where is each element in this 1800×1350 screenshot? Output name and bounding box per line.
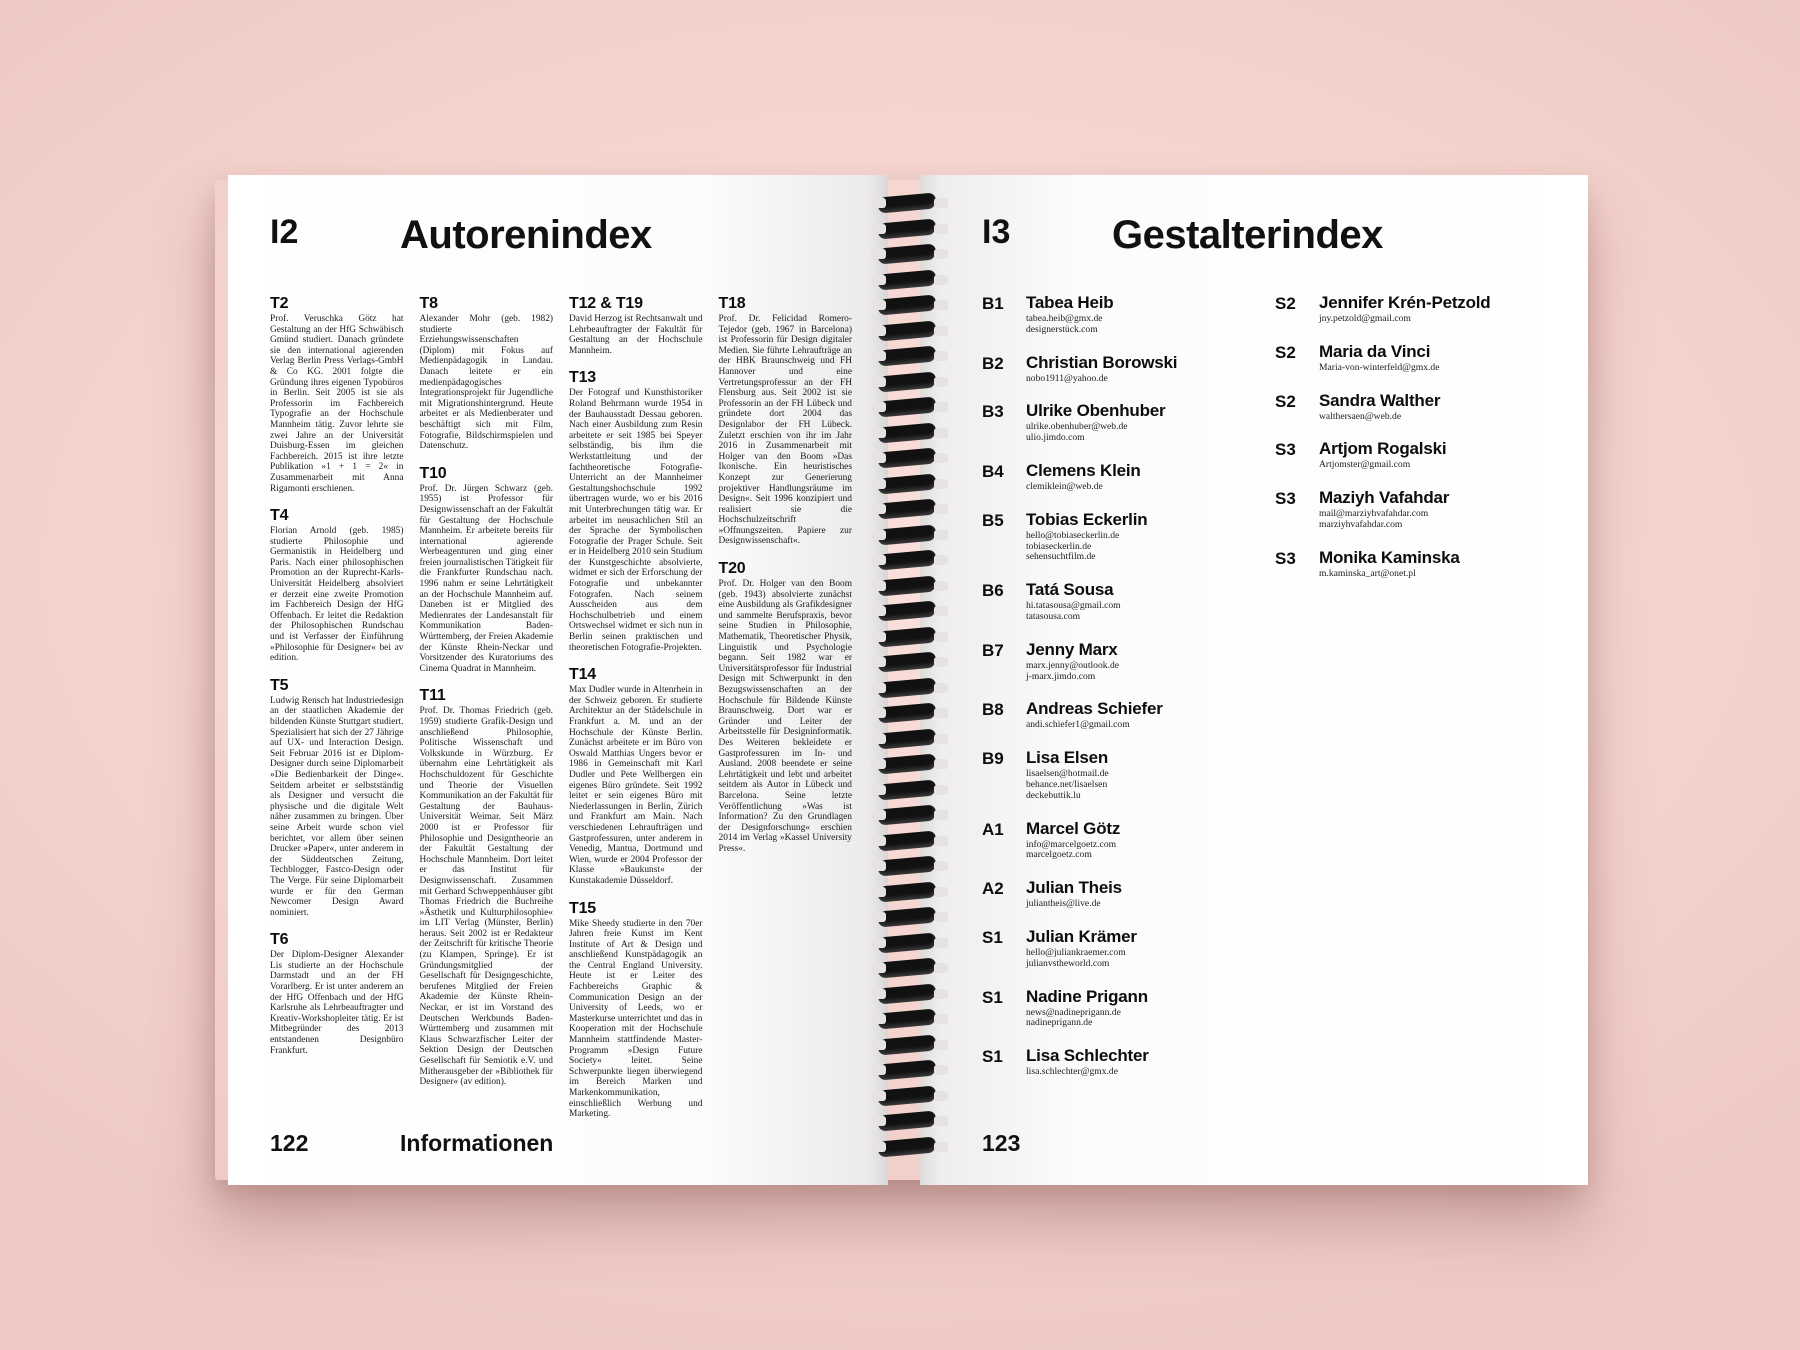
spiral-hole (872, 504, 886, 514)
designer-contact (1026, 422, 1249, 444)
designer-contact (1026, 601, 1249, 623)
spiral-coil (878, 396, 936, 417)
designer-contact-line: nobo1911@yahoo.de (1026, 372, 1108, 384)
designer-contact-line: tobiaseckerlin.de (1026, 540, 1092, 552)
author-entry (420, 465, 554, 675)
designer-contact (1319, 569, 1542, 580)
spiral-hole (934, 1065, 948, 1075)
spiral-coil (878, 320, 936, 341)
designer-column-1 (982, 293, 1249, 1095)
author-entry-text: Max Dudler wurde in Altenrhein in der Schweiz geboren. Er studierte Architektur an der Städelschule in Frankfurt a. M. und an der Hochschule der Künste Berlin. Zunächst arbeitete er im Büro von Oswald Matthias Ungers bevor er 1986 in Gemeinschaft mit Karl Dudler und Pete Wellbergen ein eigenes Büro gründete. Seit 1992 leitet er sein eigenes Büro mit Niederlassungen in Berlin, Zürich und Frankfurt am Main. Nach verschiedenen Lehraufträgen und Gastprofessuren, unter anderem in Venedig, Mantua, Dortmund und Wien, wurde er 2004 Professor der Klasse »Baukunst« der Kunstakademie Düsseldorf. (569, 685, 703, 886)
spiral-hole (934, 887, 948, 897)
spiral-hole (872, 1116, 886, 1126)
spiral-coil (878, 1008, 936, 1029)
spiral-coil (878, 294, 936, 315)
left-section-code: I2 (270, 213, 299, 251)
spiral-hole (934, 657, 948, 667)
spiral-hole (934, 836, 948, 846)
spiral-hole (872, 1065, 886, 1075)
designer-contact-line: julianvstheworld.com (1026, 957, 1110, 969)
spiral-coil (878, 575, 936, 596)
designer-contact (1319, 460, 1542, 471)
spiral-hole (872, 555, 886, 565)
designer-name: Lisa Schlechter (1026, 1046, 1149, 1066)
list-item (982, 748, 1249, 801)
spiral-hole (872, 836, 886, 846)
author-column-2 (420, 295, 554, 1115)
author-entry-code: T4 (270, 507, 289, 525)
designer-contact (1026, 531, 1249, 563)
designer-code: S3 (1275, 548, 1296, 568)
spiral-coil (878, 1059, 936, 1080)
list-item (982, 353, 1249, 385)
right-page-footer (920, 1130, 1588, 1157)
designer-contact (1319, 412, 1542, 423)
spiral-hole (872, 453, 886, 463)
spiral-coil (878, 1110, 936, 1131)
left-page-footer (228, 1130, 888, 1157)
spiral-hole (872, 1142, 886, 1152)
designer-name: Tobias Eckerlin (1026, 509, 1148, 529)
list-item (982, 878, 1249, 910)
spiral-coil (878, 932, 936, 953)
spiral-hole (872, 861, 886, 871)
list-item (982, 699, 1249, 731)
list-item (982, 1046, 1249, 1078)
designer-name: Maziyh Vafahdar (1319, 488, 1450, 508)
spiral-hole (934, 606, 948, 616)
designer-contact-line: j-marx.jimdo.com (1026, 670, 1096, 682)
designer-code: B9 (982, 749, 1004, 769)
spiral-hole (872, 249, 886, 259)
designer-contact-line: marx.jenny@outlook.de (1026, 659, 1120, 671)
spiral-hole (872, 402, 886, 412)
spiral-hole (872, 912, 886, 922)
designer-code: S3 (1275, 440, 1296, 460)
designer-name: Jennifer Krén-Petzold (1319, 293, 1491, 312)
designer-contact-line: mail@marziyhvafahdar.com (1319, 508, 1429, 520)
spiral-hole (934, 581, 948, 591)
designer-name: Julian Krämer (1026, 926, 1137, 946)
list-item (1275, 391, 1542, 423)
designer-contact (1026, 661, 1249, 683)
spiral-hole (934, 351, 948, 361)
designer-contact-line: tatasousa.com (1026, 610, 1081, 622)
spiral-coil (878, 728, 936, 749)
designer-name: Nadine Prigann (1026, 986, 1148, 1006)
spiral-hole (934, 938, 948, 948)
spiral-hole (872, 938, 886, 948)
spiral-coil (878, 677, 936, 698)
author-entry (719, 560, 853, 854)
spiral-hole (872, 683, 886, 693)
designer-name: Maria da Vinci (1319, 341, 1431, 361)
spiral-coil (878, 192, 936, 213)
spiral-coil (878, 371, 936, 392)
designer-name: Julian Theis (1026, 878, 1122, 898)
author-entry (569, 295, 703, 356)
designer-name: Clemens Klein (1026, 460, 1141, 480)
designer-contact-line: ulrike.obenhuber@web.de (1026, 421, 1128, 433)
spiral-hole (872, 479, 886, 489)
author-entry-text: Prof. Dr. Holger van den Boom (geb. 1943) absolvierte zunächst eine Ausbildung als Grafikdesigner und sammelte Berufspraxis, bevor seine Studien in Philosophie, Mathematik, Theoretischer Physik, Linguistik und Psychologie begann. Seit 1982 war er Universitätsprofessor für Industrial Design mit Schwerpunkt in den Bezugswissenschaften an der Hochschule für Bildende Künste Braunschweig. Dort war er Gründer und Leiter der Arbeitsstelle für Designinformatik. Des Weiteren bekleidete er Gastprofessuren im In- und Ausland. 2008 beendete er seine Lehrtätigkeit und lebt und arbeitet seitdem als Autor in Lübeck und Barcelona. Seine letzte Veröffentlichung »Was ist Information? Zu den Grundlagen der Designforschung« erschien 2014 im Verlag »Kassel University Press«. (718, 579, 852, 854)
spiral-hole (934, 861, 948, 871)
designer-code: B1 (982, 294, 1004, 313)
designer-contact (1026, 482, 1249, 493)
spiral-hole (934, 632, 948, 642)
spiral-hole (934, 453, 948, 463)
spiral-hole (872, 377, 886, 387)
designer-contact-line: m.kaminska_art@onet.pl (1319, 567, 1416, 579)
spiral-hole (872, 1040, 886, 1050)
designer-column-2 (1275, 293, 1542, 1095)
author-entry-code: T18 (718, 295, 746, 312)
list-item (982, 293, 1249, 336)
spiral-hole (934, 1014, 948, 1024)
spiral-coil (878, 600, 936, 621)
spiral-coil (878, 549, 936, 570)
spiral-coil (878, 983, 936, 1004)
author-entry-code: T10 (419, 464, 447, 482)
author-entry-text: Der Diplom-Designer Alexander Lis studierte an der Hochschule Darmstadt und an der FH Vorarlberg. Er ist unter anderem an der HfG Offenbach und der HfG Karlsruhe als Lehrbeauftragter und Kreativ-Workshopleiter tätig. Er ist Mitbegründer des 2013 entstandenen Designbüro Frankfurt. (270, 950, 404, 1056)
spiral-hole (872, 530, 886, 540)
designer-contact (1026, 374, 1249, 385)
designer-contact (1319, 509, 1542, 531)
spiral-hole (934, 479, 948, 489)
spiral-hole (872, 606, 886, 616)
designer-name: Ulrike Obenhuber (1026, 401, 1166, 421)
left-page (228, 175, 888, 1185)
designer-name: Marcel Götz (1026, 818, 1121, 838)
spiral-hole (872, 810, 886, 820)
spiral-hole (934, 402, 948, 412)
author-entry-code: T5 (270, 676, 289, 694)
designer-contact-line: walthersaen@web.de (1319, 410, 1402, 422)
spiral-coil (878, 881, 936, 902)
list-item (982, 987, 1249, 1030)
designer-name: Lisa Elsen (1026, 748, 1109, 768)
list-item (982, 510, 1249, 563)
spiral-hole (934, 300, 948, 310)
spiral-hole (934, 785, 948, 795)
designer-name: Tabea Heib (1026, 293, 1114, 312)
designer-contact-line: juliantheis@live.de (1026, 898, 1101, 910)
designer-contact (1026, 314, 1249, 336)
left-footer-label: Informationen (400, 1130, 554, 1156)
author-entry (270, 295, 404, 494)
spiral-hole (872, 963, 886, 973)
spiral-hole (872, 734, 886, 744)
spiral-hole (934, 683, 948, 693)
designer-contact-line: lisa.schlechter@gmx.de (1026, 1066, 1118, 1078)
spiral-coil (878, 422, 936, 443)
designer-code: S1 (982, 987, 1003, 1007)
spiral-coil (878, 753, 936, 774)
designer-code: S2 (1275, 391, 1296, 411)
designer-contact (1026, 840, 1249, 862)
spiral-coil (878, 1136, 936, 1157)
spiral-binding (878, 195, 938, 1175)
spiral-coil (878, 651, 936, 672)
left-page-header (228, 213, 888, 258)
spiral-hole (934, 989, 948, 999)
spiral-hole (934, 963, 948, 973)
spiral-hole (872, 708, 886, 718)
list-item (982, 580, 1249, 623)
designer-code: S3 (1275, 489, 1296, 509)
list-item (1275, 548, 1542, 580)
designer-contact (1026, 769, 1249, 801)
author-entry (569, 666, 703, 886)
designer-contact-line: behance.net/lisaelsen (1026, 778, 1108, 790)
designer-contact-line: hello@juliankraemer.com (1026, 946, 1126, 958)
spiral-coil (878, 1034, 936, 1055)
spiral-coil (878, 269, 936, 290)
designer-contact-line: clemiklein@web.de (1026, 480, 1103, 492)
designer-name: Monika Kaminska (1319, 547, 1460, 567)
designer-contact-line: sehensuchtfilm.de (1026, 551, 1096, 563)
designer-contact-line: ulio.jimdo.com (1026, 432, 1085, 444)
spiral-coil (878, 447, 936, 468)
designer-contact-line: hi.tatasousa@gmail.com (1026, 600, 1121, 612)
spiral-coil (878, 218, 936, 239)
spiral-coil (878, 1085, 936, 1106)
spiral-hole (872, 1091, 886, 1101)
author-entry-text: Alexander Mohr (geb. 1982) studierte Erziehungswissenschaften (Diplom) mit Fokus auf Medienpädagogik in Landau. Danach leitete er ein medienpädagogisches Integrationsprojekt für Jugendliche mit Migrationshintergrund. Heute arbeitet er als Medienberater und beschäftigt sich mit Film, Fotografie, Bildschirmspielen und Datenschutz. (419, 314, 553, 452)
designer-name: Artjom Rogalski (1319, 439, 1447, 459)
right-section-title: Gestalterindex (1112, 213, 1383, 257)
author-entry-text: Der Fotograf und Kunsthistoriker Roland Behrmann wurde 1954 in der Bauhausstadt Dessau geboren. Nach einer Ausbildung zum Resin arbeitete er seit 1985 bei Speyer selbständig, bis ihm die Werkstattleitung und der fachtheoretische Fotografie-Unterricht an der Mannheimer Gestaltungshochschule 1992 übertragen wurde, wo er bis 2016 mit Unterbrechungen tätig war. Er arbeitet im neusachlichen Stil an der Sprache der Symbolischen Fotografie der Prager Schule. Seit er in Heidelberg 2010 sein Studium der Kunstgeschichte absolvierte, widmet er sich der Erforschung der Fotografie und unbekannter Fotografen. Nach seinem Ausscheiden aus dem Hochschulbetrieb und einem Ortswechsel widmet er sich nun in Berlin seinen praktischen und theoretischen Fotografie-Projekten. (569, 388, 703, 653)
spiral-hole (872, 632, 886, 642)
list-item (1275, 439, 1542, 471)
spiral-coil (878, 702, 936, 723)
designer-code: B5 (982, 510, 1004, 530)
spiral-hole (872, 581, 886, 591)
author-entry-code: T11 (419, 687, 446, 705)
designer-name: Tatá Sousa (1026, 580, 1114, 600)
author-entry-text: Prof. Dr. Felicidad Romero-Tejedor (geb. 1967 in Barcelona) ist Professorin für Design digitaler Medien. Sie führte Lehraufträge an der HBK Braunschweig und FH Hannover und eine Vertretungsprofessur an der FH Flensburg aus. Seit 2002 ist sie Professorin an der FH Lübeck und gründete dort 2004 das Designlabor der FH Lübeck. Zuletzt erschien von ihr im Jahr 2016 in Zusammenarbeit mit Holger van den Boom »Das Ikonische. Ein heuristisches Konzept zur Generierung projektiver Handlungsräume im Design«. Seit 1996 konzipiert und realisiert sie die Hochschulzeitschrift »Offnungszeiten. Papiere zur Designwissenschaft«. (718, 314, 852, 547)
author-entry-text: Prof. Veruschka Götz hat Gestaltung an der HfG Schwäbisch Gmünd studiert. Danach gründete sie den international agierenden Verlag Berlin Press Verlags-GmbH & Co KG. 2001 folgte die Gründung ihres eigenen Typobüros in Berlin. Seit 2005 ist sie als Professorin im Fachbereich Typografie an der Hochschule Mannheim tätig. Zuvor lehrte sie zwei Jahre an der Universität Duisburg-Essen im gleichen Fachbereich. 2015 ist ihre letzte Publikation »1 + 1 = 2« in Zusammenarbeit mit Anna Rigamonti erschienen. (270, 314, 404, 494)
designer-contact-line: andi.schiefer1@gmail.com (1026, 719, 1130, 731)
designer-contact-line: jny.petzold@gmail.com (1319, 313, 1411, 324)
designer-contact-line: news@nadineprigann.de (1026, 1006, 1121, 1018)
designer-code: A2 (982, 879, 1004, 899)
spiral-hole (934, 198, 948, 208)
spiral-hole (934, 428, 948, 438)
right-page (920, 175, 1588, 1185)
spiral-coil (878, 345, 936, 366)
designer-code: B7 (982, 640, 1004, 660)
spiral-hole (872, 989, 886, 999)
spiral-hole (872, 1014, 886, 1024)
spiral-coil (878, 906, 936, 927)
spiral-hole (934, 530, 948, 540)
author-entry-text: Ludwig Rensch hat Industriedesign an der staatlichen Akademie der bildenden Künste Stuttgart studiert. Spezialisiert hat sich der 27 Jährige auf UX- und Interaction Design. Seit Februar 2016 ist er Diplom-Designer durch seine Diplomarbeit »Die Bedienbarkeit der Dinge«. Seitdem arbeitet er selbstständig als Designer und versucht die physische und die digitale Welt näher zusammen zu bringen. Über seine Arbeit wurde schon viel berichtet, vor allem über seinen Drucker »Paper«, unter anderem in der Süddeutschen Zeitung, Techblogger, Fastco-Design oder The Verge. Für seine Diplomarbeit wurde er für den German Newcomer Design Award nominiert. (270, 695, 404, 918)
spiral-hole (934, 810, 948, 820)
spiral-hole (872, 198, 886, 208)
spiral-hole (872, 326, 886, 336)
spiral-hole (872, 785, 886, 795)
designer-contact-line: lisaelsen@hotmail.de (1026, 768, 1109, 780)
author-entry-code: T13 (569, 369, 596, 387)
author-entry-code: T20 (718, 560, 746, 578)
author-entry (420, 687, 554, 1087)
spiral-hole (872, 300, 886, 310)
spiral-hole (934, 555, 948, 565)
spiral-hole (872, 759, 886, 769)
designer-code: S2 (1275, 294, 1296, 313)
list-item (982, 819, 1249, 862)
designer-contact-line: marcelgoetz.com (1026, 849, 1092, 861)
list-item (1275, 488, 1542, 531)
author-entry-text: Florian Arnold (geb. 1985) studierte Philosophie und Germanistik in Heidelberg und Paris. Nach einer philosophischen Promotion an der Ruprecht-Karls-Universität Heidelberg absolviert er derzeit eine zweite Promotion im Fachbereich Design der HfG Offenbach. Er leitet die Redaktion der Philosophischen Rundschau und ist Verfasser der Einführung »Philosophie für Designer« bei av edition. (270, 526, 404, 664)
author-entry (569, 900, 703, 1120)
designer-contact (1026, 1067, 1249, 1078)
spiral-coil (878, 524, 936, 545)
designer-contact-line: nadineprigann.de (1026, 1017, 1093, 1029)
author-entry (719, 295, 853, 547)
designer-contact-line: Maria-von-winterfeld@gmx.de (1319, 361, 1440, 373)
spiral-coil (878, 626, 936, 647)
designer-name: Christian Borowski (1026, 352, 1178, 372)
designer-contact (1319, 363, 1542, 374)
designer-index-columns (982, 293, 1542, 1095)
spiral-hole (872, 887, 886, 897)
author-entry-text: Prof. Dr. Jürgen Schwarz (geb. 1955) ist Professor für Designwissenschaft an der Fakultät für Gestaltung der Hochschule Mannheim. Er arbeitete bereits für international agierende Werbeagenturen und ging einer freien journalistischen Tätigkeit für die Frankfurter Rundschau nach. 1996 nahm er seine Lehrtätigkeit an der Hochschule Mannheim auf. Daneben ist er Mitglied des Medienrates der Landesanstalt für Kommunikation Baden-Württemberg, der Freien Akademie der Künste Rhein-Neckar und Vorsitzender des Kuratoriums des Cinema Quadrat in Mannheim. (419, 483, 553, 674)
spiral-hole (872, 275, 886, 285)
author-column-3 (569, 295, 703, 1120)
designer-contact-line: info@marcelgoetz.com (1026, 838, 1117, 850)
author-column-1 (270, 295, 404, 1115)
designer-contact (1026, 899, 1249, 910)
author-index-columns (270, 295, 852, 1120)
left-folio: 122 (270, 1130, 309, 1156)
spiral-hole (934, 734, 948, 744)
author-entry (420, 295, 554, 452)
author-entry-text: Prof. Dr. Thomas Friedrich (geb. 1959) studierte Grafik-Design und anschließend Philosophie, Politische Wissenschaft und Volkskunde in Würzburg. Er übernahm eine Lehrtätigkeit als Hochschuldozent für Geschichte und Theorie der Visuellen Kommunikation an der Fakultät für Gestaltung der Bauhaus-Universität Weimar. Seit März 2000 ist er Professor für Philosophie und Designtheorie an der Fakultät Gestaltung der Hochschule Mannheim. Dort leitet er das Institut für Designwissenschaft. Zusammen mit Gerhard Schweppenhäuser gibt Thomas Friedrich die Buchreihe »Ästhetik und Kulturphilosophie« im LIT Verlag (Münster, Berlin) heraus. Seit 2002 ist er Redakteur der Zeitschrift für kritische Theorie (zu Klampen, Springe). Er ist Gründungsmitglied der Gesellschaft für Designgeschichte, berufenes Mitglied der Freien Akademie der Künste Rhein-Neckar, er ist im Vorstand des Deutschen Werkbunds Baden-Württemberg und zusammen mit Klaus Schwarzfischer Leiter der Sektion Design der Deutschen Gesellschaft für Semiotik e.V. und Mitherausgeber der »Bibliothek für Designer« (av edition). (419, 706, 553, 1088)
author-entry (270, 931, 404, 1056)
designer-contact-line: deckebuttik.lu (1026, 789, 1081, 801)
designer-code: A1 (982, 819, 1004, 839)
list-item (982, 927, 1249, 970)
author-entry (569, 369, 703, 653)
author-entry-code: T2 (270, 295, 289, 312)
spiral-hole (934, 504, 948, 514)
author-entry-code: T15 (569, 899, 596, 917)
spiral-coil (878, 957, 936, 978)
spiral-hole (872, 428, 886, 438)
designer-code: S1 (982, 1047, 1003, 1067)
spiral-hole (934, 1116, 948, 1126)
designer-contact (1026, 1008, 1249, 1030)
designer-code: B3 (982, 402, 1004, 422)
designer-contact (1026, 948, 1249, 970)
spiral-hole (934, 759, 948, 769)
author-entry-code: T14 (569, 666, 596, 684)
designer-contact (1319, 314, 1542, 325)
author-entry-text: David Herzog ist Rechtsanwalt und Lehrbeauftragter der Fakultät für Gestaltung an der Hochschule Mannheim. (569, 314, 703, 356)
spiral-hole (934, 1142, 948, 1152)
designer-code: B4 (982, 461, 1004, 481)
designer-contact-line: designerstück.com (1026, 323, 1098, 335)
designer-code: S1 (982, 927, 1003, 947)
designer-contact-line: Artjomster@gmail.com (1319, 459, 1411, 471)
spiral-coil (878, 830, 936, 851)
designer-code: B2 (982, 353, 1004, 373)
list-item (982, 401, 1249, 444)
author-entry (270, 507, 404, 664)
list-item (1275, 293, 1542, 325)
designer-contact-line: marziyhvafahdar.com (1319, 518, 1403, 530)
list-item (982, 461, 1249, 493)
spiral-hole (934, 326, 948, 336)
designer-contact-line: hello@tobiaseckerlin.de (1026, 529, 1120, 541)
right-page-header (920, 213, 1588, 258)
designer-code: S2 (1275, 342, 1296, 362)
right-section-code: I3 (982, 213, 1011, 251)
author-entry-code: T6 (270, 931, 289, 949)
designer-contact-line: tabea.heib@gmx.de (1026, 313, 1103, 324)
spiral-hole (934, 224, 948, 234)
spiral-coil (878, 855, 936, 876)
author-column-4 (719, 295, 853, 1115)
list-item (1275, 342, 1542, 374)
designer-name: Jenny Marx (1026, 639, 1118, 659)
spiral-hole (934, 249, 948, 259)
spiral-hole (934, 1091, 948, 1101)
designer-contact (1026, 720, 1249, 731)
spiral-hole (934, 377, 948, 387)
author-entry-code: T12 & T19 (569, 295, 643, 312)
spiral-hole (872, 351, 886, 361)
right-folio: 123 (982, 1130, 1021, 1156)
list-item (982, 640, 1249, 683)
author-entry (270, 677, 404, 918)
spiral-hole (872, 224, 886, 234)
spiral-coil (878, 779, 936, 800)
spiral-hole (934, 912, 948, 922)
spiral-hole (934, 275, 948, 285)
spiral-coil (878, 804, 936, 825)
spiral-hole (934, 708, 948, 718)
spiral-coil (878, 473, 936, 494)
spiral-hole (872, 657, 886, 667)
spiral-hole (934, 1040, 948, 1050)
spiral-coil (878, 243, 936, 264)
spiral-coil (878, 498, 936, 519)
author-entry-code: T8 (419, 295, 438, 312)
designer-name: Andreas Schiefer (1026, 699, 1163, 719)
left-section-title: Autorenindex (400, 213, 652, 257)
designer-name: Sandra Walther (1319, 390, 1441, 410)
designer-code: B8 (982, 700, 1004, 720)
author-entry-text: Mike Sheedy studierte in den 70er Jahren freie Kunst im Kent Institute of Art & Design und anschließend Kunstpädagogik an the Central England University. Heute ist er Leiter des Fachbereichs Graphic & Communication Design an der University of Leeds, wo er Masterkurse unterrichtet und das in Kooperation mit der Hochschule Mannheim stattfindende Master-Programm »Design Future Society« leitet. Seine Schwerpunkte liegen überwiegend im Bereich Marken und Markenkommunikation, einschließlich Werbung und Marketing. (569, 918, 703, 1120)
designer-code: B6 (982, 581, 1004, 601)
